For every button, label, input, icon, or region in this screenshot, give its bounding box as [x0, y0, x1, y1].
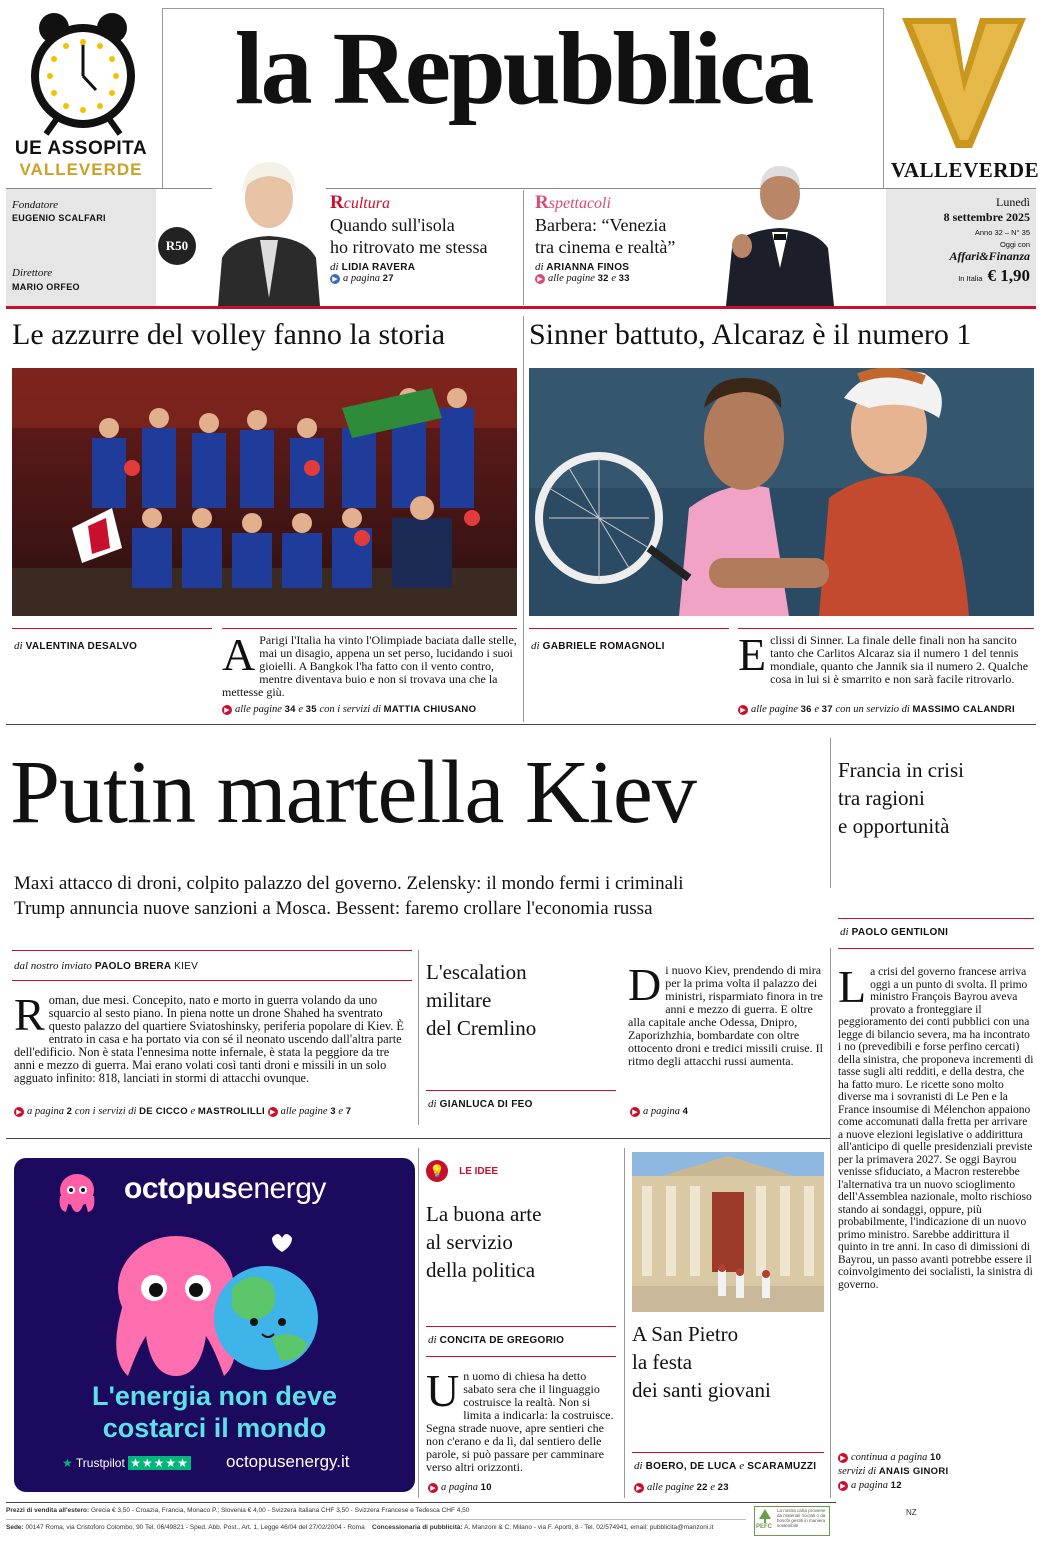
- arrow-right-icon: ▶: [738, 705, 748, 715]
- supplement: Affari&Finanza: [949, 249, 1030, 263]
- section-rule-1: [6, 724, 1036, 725]
- idee-label: 💡 LE IDEE: [426, 1160, 498, 1182]
- main-subhead-2: Trump annuncia nuove sanzioni a Mosca. Bessent: faremo crollare l'economia russa: [14, 898, 653, 919]
- founder-name: EUGENIO SCALFARI: [12, 213, 106, 223]
- ad-url[interactable]: octopusenergy.it: [226, 1452, 350, 1471]
- idee-title[interactable]: [426, 1200, 616, 1284]
- francia-dropcap: L: [838, 961, 867, 1012]
- main-page-ref[interactable]: ▶ a pagina 2 con i servizi di DE CICCO e MASTROLILLI ▶ alle pagine 3 e 7: [14, 1106, 351, 1117]
- escalation-title-line1: L'escalation: [426, 960, 527, 984]
- sinner-photo[interactable]: [529, 368, 1034, 616]
- sanpietro-title[interactable]: [632, 1320, 824, 1404]
- volley-byline-rule: [12, 628, 212, 629]
- culture-title-line1: Quando sull'isola: [330, 215, 455, 235]
- main-text-rule: [12, 980, 412, 981]
- volley-headline[interactable]: Le azzurre del volley fanno la storia: [12, 318, 446, 351]
- francia-title-line1: Francia in crisi: [838, 758, 964, 782]
- pefc-logo: PEFC La nostra carta proviene da materiali riciclati o da boschi gestiti in maniera sostenibile: [754, 1506, 830, 1536]
- footer-rule: [6, 1502, 836, 1503]
- escalation-title[interactable]: [426, 958, 616, 1042]
- main-body[interactable]: Roman, due mesi. Concepito, nato e morto in guerra volando da uno squarcio al sesto piano. In piena notte un drone Shahed ha sventrato questo palazzo del quartiere Sviatoshinsky, periferia popolare di Kiev. È entrato in casa e ha portato via con sé il neonato uscendo dall'altra parte dell'edificio. Non è stata l'ennesima notte infernale, è stata la peggiore da tre anni e mezzo di guerra. Mai erano volati così tanti droni e missili in un solo agguato infinito: 818, lanciati in stormi di attacchi ovunque.: [14, 989, 404, 1085]
- price: € 1,90: [987, 266, 1030, 285]
- francia-text-rule: [838, 948, 1034, 949]
- director-label: Direttore: [12, 267, 53, 279]
- volley-body[interactable]: A Parigi l'Italia ha vinto l'Olimpiade baciata dalle stelle, mai un disagio, appena un set perso, lucidando i suoi gioielli. A Bangkok l'ha fatto con il vento contro, mentre diventava buio e non si trovava una che la mettesse giù.: [222, 629, 517, 699]
- sport-divider: [523, 316, 524, 722]
- idee-page-ref[interactable]: ▶ a pagina 10: [428, 1482, 492, 1493]
- footer-rule-2: [6, 1519, 746, 1520]
- idee-title-line1: La buona arte: [426, 1202, 542, 1226]
- newspaper-title[interactable]: la Repubblica: [234, 11, 812, 126]
- culture-photo[interactable]: [212, 148, 326, 306]
- idee-byline-rule: [426, 1326, 616, 1327]
- francia-ref-1[interactable]: ▶ continua a pagina 10: [838, 1452, 941, 1463]
- culture-r-icon: R: [330, 192, 344, 213]
- sanpietro-title-line1: A San Pietro: [632, 1322, 739, 1346]
- anniversary-badge: R50: [158, 227, 196, 265]
- volley-photo[interactable]: [12, 368, 517, 616]
- culture-section: cultura: [343, 195, 390, 212]
- sinner-headline[interactable]: Sinner battuto, Alcaraz è il numero 1: [529, 318, 972, 351]
- shows-page-ref[interactable]: ▶ alle pagine 32 e 33: [535, 273, 725, 284]
- escalation-title-line2: militare: [426, 988, 492, 1012]
- francia-title-line3: e opportunità: [838, 814, 950, 838]
- footer-advertising: Concessionaria di pubblicità: A. Manzoni & C. Milano - via F. Aporti, 8 - Tel. 02/574941, email: pubblicita@manzoni.it: [372, 1524, 714, 1531]
- ad-brand: octopusenergy: [124, 1172, 326, 1205]
- volley-byline: di VALENTINA DESALVO: [14, 640, 138, 652]
- arrow-right-icon: ▶: [268, 1107, 278, 1117]
- ad-brand: VALLEVERDE: [19, 160, 143, 179]
- trustpilot-rating: ★ Trustpilot ★★★★★: [62, 1456, 189, 1470]
- shows-title-line2: tra cinema e realtà”: [535, 237, 676, 257]
- sinner-byline: di GABRIELE ROMAGNOLI: [531, 640, 665, 652]
- francia-title[interactable]: [838, 756, 1034, 840]
- footer-prices: Prezzi di vendita all'estero: Grecia € 3,50 - Croazia, Francia, Monaco P.; Slovenia € 4,00 - Svizzera Italiana CHF 3,50 - Svizzera Francese e Tedesca CHF 4,50: [6, 1507, 470, 1514]
- culture-teaser[interactable]: [330, 193, 520, 284]
- sinner-dropcap: E: [738, 629, 767, 680]
- idee-text-rule: [426, 1356, 616, 1357]
- today-with: Oggi con: [999, 240, 1030, 249]
- kiev-dropcap: D: [628, 959, 662, 1010]
- teaser-divider: [523, 190, 524, 305]
- francia-col-divider: [830, 948, 831, 1498]
- arrow-right-icon: ▶: [14, 1107, 24, 1117]
- ad-slogan: L'energia non deve costarci il mondo: [92, 1381, 337, 1443]
- francia-byline-rule: [838, 918, 1034, 919]
- shows-r-icon: R: [535, 192, 549, 213]
- sinner-page-ref[interactable]: ▶ alle pagine 36 e 37 con un servizio di MASSIMO CALANDRI: [738, 704, 1038, 715]
- main-dropcap: R: [14, 989, 45, 1040]
- issue: Anno 32 – N° 35: [974, 228, 1030, 237]
- octopus-earth-illustration: [102, 1228, 332, 1378]
- arrow-right-icon: ▶: [838, 1481, 848, 1491]
- francia-divider: [830, 738, 831, 888]
- main-headline[interactable]: Putin martella Kiev: [10, 743, 696, 842]
- octopus-ad[interactable]: [14, 1158, 415, 1492]
- masthead-left-ad[interactable]: [6, 8, 156, 183]
- main-subhead-1: Maxi attacco di droni, colpito palazzo del governo. Zelensky: il mondo fermi i criminali: [14, 873, 684, 894]
- sanpietro-divider: [624, 1148, 625, 1498]
- arrow-right-icon: ▶: [634, 1483, 644, 1493]
- footer-address: Sede: 00147 Roma, via Cristoforo Colombo, 90 Tel. 06/49821 - Sped. Abb. Post., Art. 1, Legge 46/04 del 27/02/2004 - Roma: [6, 1524, 365, 1531]
- shows-title-line1: Barbera: “Venezia: [535, 215, 667, 235]
- volley-dropcap: A: [222, 629, 256, 680]
- francia-ref-2[interactable]: servizi di ANAIS GINORI: [838, 1466, 949, 1477]
- ad-headline: UE ASSOPITA: [14, 138, 148, 159]
- valleverde-logo-icon: [898, 12, 1030, 152]
- idee-byline: di CONCITA DE GREGORIO: [428, 1334, 565, 1346]
- escalation-byline-rule: [426, 1090, 616, 1091]
- idee-dropcap: U: [426, 1365, 460, 1416]
- escalation-byline: di GIANLUCA DI FEO: [428, 1098, 533, 1110]
- idee-title-line3: della politica: [426, 1258, 536, 1282]
- escalation-divider: [418, 950, 419, 1125]
- day: Lunedì: [996, 195, 1030, 209]
- shows-photo[interactable]: [722, 148, 838, 306]
- kiev-page-ref[interactable]: ▶ a pagina 4: [630, 1106, 688, 1117]
- culture-by: di: [330, 261, 339, 273]
- culture-page-ref[interactable]: ▶ a pagina 27: [330, 273, 520, 284]
- info-bar-top-rule: [6, 188, 1036, 189]
- director-name: MARIO ORFEO: [12, 282, 80, 292]
- sanpietro-byline: di BOERO, DE LUCA e SCARAMUZZI: [634, 1460, 817, 1472]
- sanpietro-page-ref[interactable]: ▶ alle pagine 22 e 23: [634, 1482, 729, 1493]
- francia-body[interactable]: La crisi del governo francese arriva oggi a un punto di svolta. Il primo ministro François Bayrou aveva provato a fronteggiare il peggioramento dei conti pubblici con una legge di bilancio severa, ma ha incontrato i no (prevedibili e forse perfino cercati) della sinistra, che proponeva incrementi di tasse sugli alti redditi, e della destra, che ha fatto muro. Le ricette sono molto diverse ma i sovranisti di Le Pen e la France insoumise di Mélenchon appaiono come accomunati dalla fretta per arrivare a nuove elezioni legislative o addirittura all'anticipo di quelle presidenziali previste per la primavera 2027. Se oggi Bayrou venisse sfiduciato, a Macron resterebbe l'alternativa tra un nuovo scioglimento dell'Assemblea nazionale, molto rischioso stando ai sondaggi, oppure, più probabilmente, l'indicazione di un nuovo primo ministro. Sarebbe addirittura il quinto in tre anni. In caso di dimissioni di Bayrou, un passo avanti potrebbe essere il coinvolgimento dei socialisti, la sinistra di governo.: [838, 961, 1034, 1291]
- culture-author: LIDIA RAVERA: [341, 262, 416, 273]
- valleverde-brand: VALLEVERDE: [890, 158, 1040, 182]
- idee-divider: [418, 1148, 419, 1498]
- shows-author: ARIANNA FINOS: [546, 262, 630, 273]
- francia-ref-3[interactable]: ▶ a pagina 12: [838, 1480, 902, 1491]
- date: 8 settembre 2025: [943, 210, 1030, 224]
- arrow-right-icon: ▶: [428, 1483, 438, 1493]
- section-rule-2: [6, 1138, 830, 1139]
- francia-byline: di PAOLO GENTILONI: [840, 926, 949, 938]
- octopus-mascot-icon: [54, 1170, 100, 1216]
- idee-title-line2: al servizio: [426, 1230, 513, 1254]
- lightbulb-icon: 💡: [426, 1160, 448, 1182]
- left-box: [6, 189, 189, 306]
- founder-label: Fondatore: [12, 199, 59, 211]
- idee-body[interactable]: Un uomo di chiesa ha detto sabato sera che il linguaggio costruisce la realtà. Non si limita a indicarla: la costruisce. Segna strade nuove, apre sentieri che non c'erano e da lì, dal sentiero delle parole, si può passare per camminare verso altri orizzonti.: [426, 1365, 614, 1474]
- shows-by: di: [535, 261, 544, 273]
- masthead-right-ad[interactable]: [890, 8, 1040, 183]
- footer-code: NZ: [906, 1508, 917, 1517]
- sinner-byline-rule: [529, 628, 729, 629]
- sanpietro-title-line2: la festa: [632, 1350, 693, 1374]
- volley-text-rule: [222, 628, 517, 629]
- sinner-text-rule: [738, 628, 1034, 629]
- alarm-clock-icon: [28, 8, 138, 138]
- volley-page-ref[interactable]: ▶ alle pagine 34 e 35 con i servizi di MATTIA CHIUSANO: [222, 704, 522, 715]
- kiev-body[interactable]: Di nuovo Kiev, prendendo di mira per la prima volta il palazzo dei ministri, risparmiato finora in tre anni e mezzo di guerra. E oltre alla capitale anche Odessa, Dnipro, Zaporizhzhia, bombardate con oltre ottocento droni e tredici missili cruise. Il ritmo degli attacchi russi aumenta.: [628, 959, 823, 1068]
- shows-teaser[interactable]: [535, 193, 725, 284]
- tree-icon: [758, 1509, 772, 1523]
- price-label: In Italia: [958, 274, 983, 283]
- info-bar-bottom-rule: [6, 306, 1036, 309]
- main-byline-rule: [12, 950, 412, 951]
- right-box: [886, 189, 1036, 306]
- sinner-body[interactable]: Eclissi di Sinner. La finale delle finali non ha sancito tanto che Carlitos Alcaraz sia il numero 1 del tennis mondiale, quanto che Jannik sia il numero 2. Qualche cosa in lui si è smarrito e non sarà facile ritrovarlo.: [738, 629, 1029, 686]
- shows-section: spettacoli: [548, 195, 611, 212]
- francia-title-line2: tra ragioni: [838, 786, 925, 810]
- sanpietro-title-line3: dei santi giovani: [632, 1378, 771, 1402]
- arrow-right-icon: ▶: [535, 274, 545, 284]
- arrow-right-icon: ▶: [838, 1453, 848, 1463]
- culture-title-line2: ho ritrovato me stessa: [330, 237, 488, 257]
- arrow-right-icon: ▶: [222, 705, 232, 715]
- main-byline: dal nostro inviato PAOLO BRERA KIEV: [14, 960, 199, 972]
- escalation-title-line3: del Cremlino: [426, 1016, 537, 1040]
- sanpietro-photo[interactable]: [632, 1152, 824, 1312]
- arrow-right-icon: ▶: [630, 1107, 640, 1117]
- arrow-right-icon: ▶: [330, 274, 340, 284]
- sanpietro-byline-rule: [632, 1452, 824, 1453]
